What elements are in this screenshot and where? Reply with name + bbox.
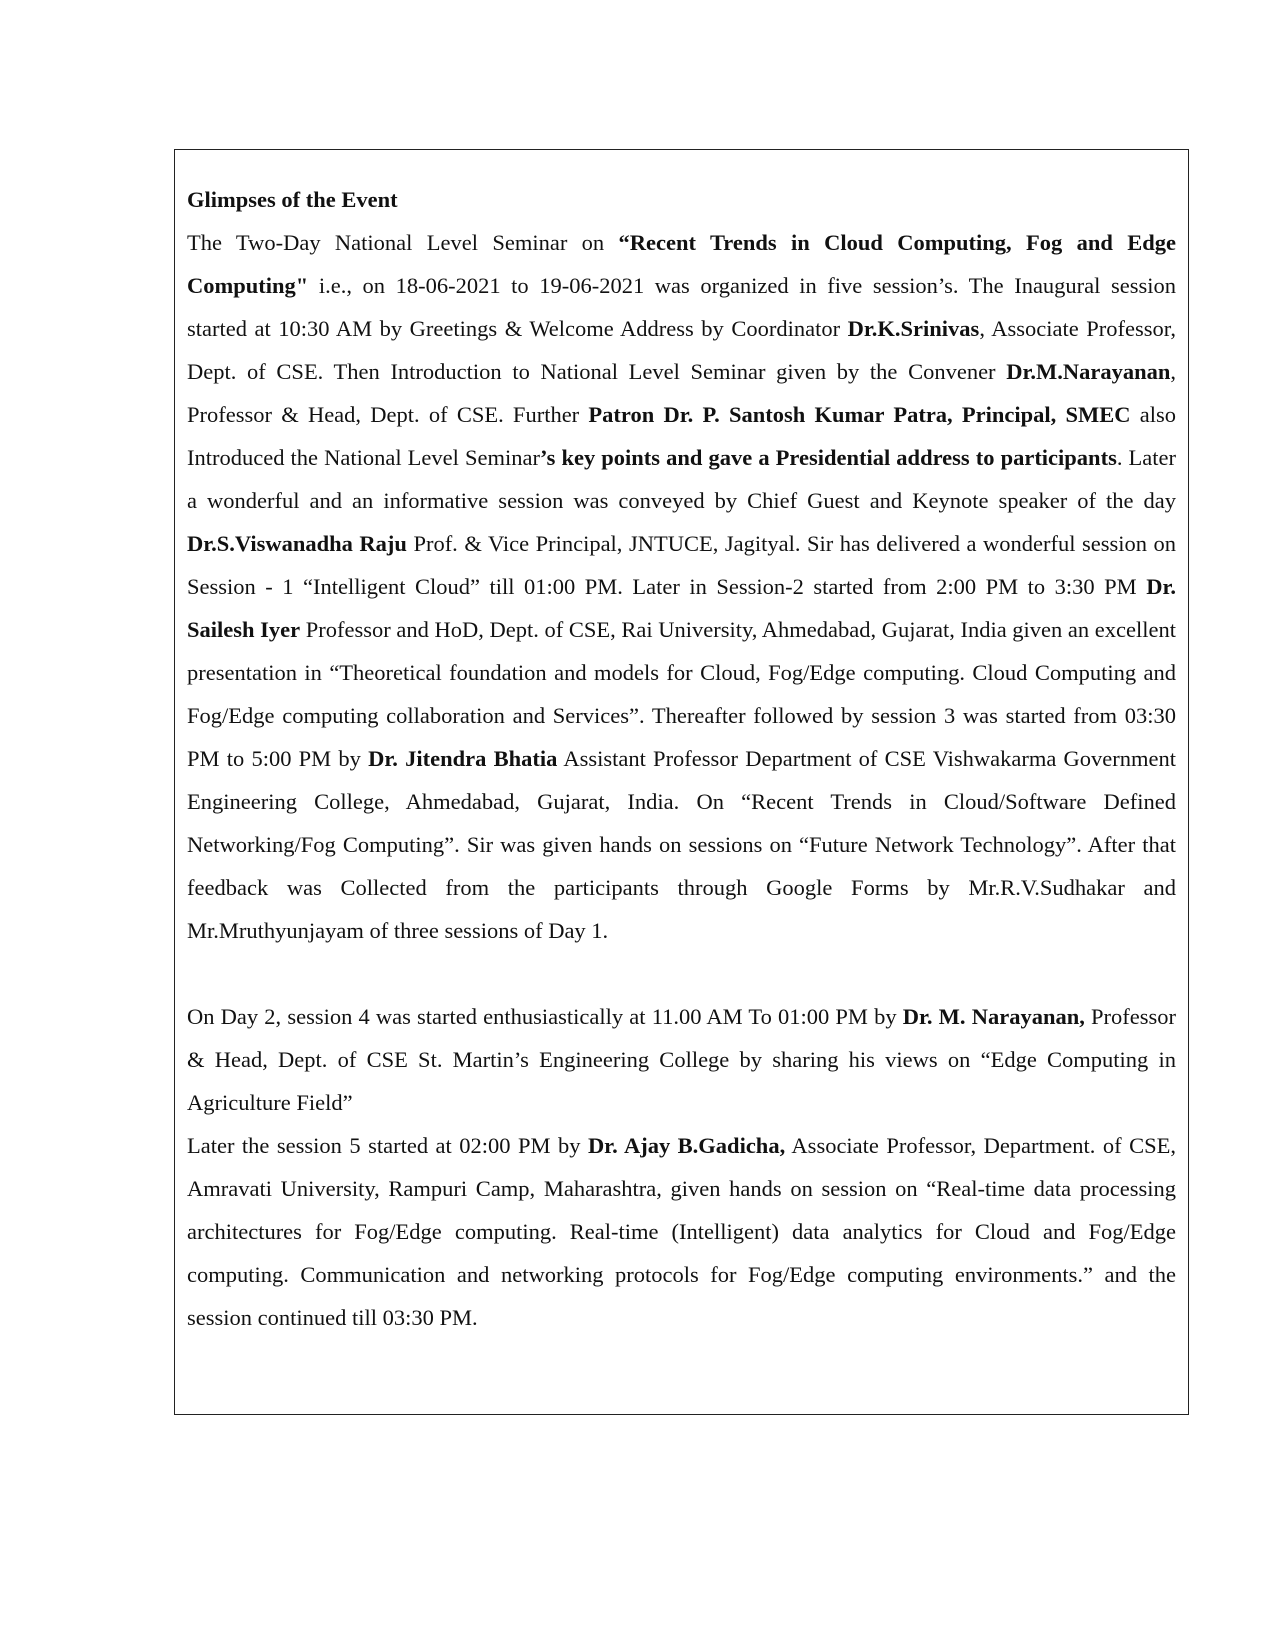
convener-name: Dr.M.Narayanan — [1006, 359, 1171, 384]
text-run: Prof. & Vice Principal, JNTUCE, Jagityal. Sir has delivered a wonderful session on Session - 1 “Intelligent Cloud” till 01:00 PM. Later in Session-2 started from 2:00 PM to 3:30 PM — [187, 531, 1176, 599]
session5-speaker-name: Dr. Ajay B.Gadicha, — [587, 1133, 786, 1158]
text-run: Professor and HoD, Dept. of CSE, Rai University, Ahmedabad, Gujarat, India given an excellent presentation in “Theoretical foundation and models for Cloud, Fog/Edge computing. Cloud Computing and Fog/Edge computing collaboration and Services”. Thereafter followed by session 3 was started from 03:30 PM to 5:00 PM by — [187, 617, 1176, 771]
text-run: Professor & Head, Dept. of CSE St. Martin’s Engineering College by sharing his views on “Edge Computing in Agriculture Field” — [187, 1004, 1176, 1115]
event-summary-box — [174, 149, 1189, 1415]
text-run: . Later a wonderful and an informative session was conveyed by Chief Guest and Keynote speaker of the day — [187, 445, 1176, 513]
text-run: Assistant Professor Department of CSE Vishwakarma Government Engineering College, Ahmedabad, Gujarat, India. On “Recent Trends in Cloud/Software Defined Networking/Fog Computing”. Sir was given hands on sessions on “Future Network Technology”. After that feedback was Collected from the participants through Google Forms by Mr.R.V.Sudhakar and Mr.Mruthyunjayam of three sessions of Day 1. — [187, 746, 1176, 943]
day2-paragraph — [187, 995, 1176, 1124]
seminar-title: “Recent Trends in Cloud Computing, Fog and Edge Computing" — [187, 230, 1177, 298]
event-summary-content — [187, 178, 1176, 1339]
coordinator-name: Dr.K.Srinivas — [847, 316, 980, 341]
paragraph-spacer — [187, 952, 1176, 995]
text-run: On Day 2, session 4 was started enthusiastically at 11.00 AM To 01:00 PM by — [187, 1004, 903, 1029]
text-run: i.e., on 18-06-2021 to 19-06-2021 was organized in five session’s. The Inaugural session started at 10:30 AM by Greetings & Welcome Address by Coordinator — [187, 273, 1176, 341]
presidential-address-text: ’s key points and gave a Presidential address to participants — [539, 445, 1117, 470]
session5-paragraph — [187, 1124, 1176, 1339]
text-run: Later the session 5 started at 02:00 PM by — [187, 1133, 588, 1158]
text-run: , Associate Professor, Dept. of CSE. Then Introduction to National Level Seminar given by the Convener — [187, 316, 1176, 384]
session3-speaker-name: Dr. Jitendra Bhatia — [368, 746, 558, 771]
text-run: also Introduced the National Level Seminar — [187, 402, 1176, 470]
session4-speaker-name: Dr. M. Narayanan, — [902, 1004, 1085, 1029]
chief-guest-name: Dr.S.Viswanadha Raju — [187, 531, 407, 556]
text-run: , Professor & Head, Dept. of CSE. Further — [187, 359, 1176, 427]
day1-paragraph — [187, 221, 1176, 952]
patron-name: Patron Dr. P. Santosh Kumar Patra, Principal, SMEC — [588, 402, 1131, 427]
text-run: Associate Professor, Department. of CSE, Amravati University, Rampuri Camp, Maharashtra, given hands on session on “Real-time data processing architectures for Fog/Edge computing. Real-time (Intelligent) data analytics for Cloud and Fog/Edge computing. Communication and networking protocols for Fog/Edge computing environments.” and the session continued till 03:30 PM. — [187, 1133, 1176, 1330]
text-run: The Two-Day National Level Seminar on — [187, 230, 619, 255]
session2-speaker-name: Dr. Sailesh Iyer — [187, 574, 1176, 642]
section-heading: Glimpses of the Event — [187, 187, 398, 212]
